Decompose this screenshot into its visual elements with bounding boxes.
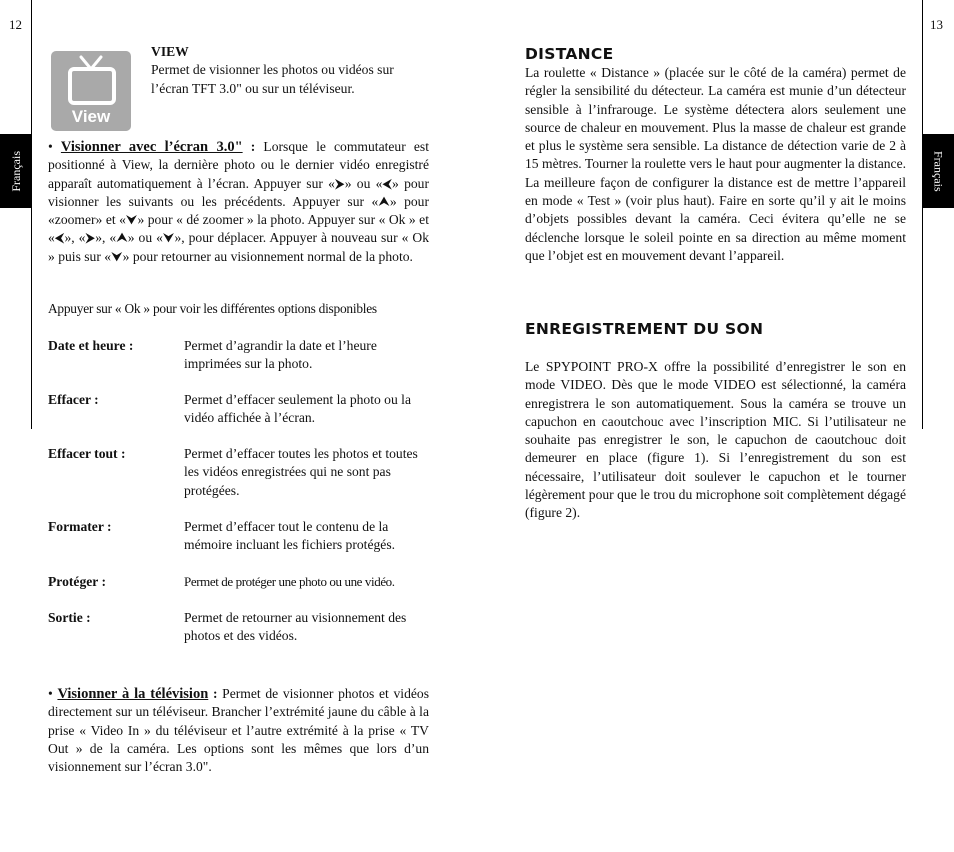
left-margin-line — [31, 0, 32, 429]
option-term: Sortie : — [48, 610, 91, 625]
language-tab-right — [923, 134, 954, 208]
tv-view-icon-label: View — [71, 107, 111, 126]
distance-heading: DISTANCE — [525, 45, 614, 63]
bullet-screen-text: Lorsque le commutateur est positionné à View, la dernière photo ou le dernier vidéo enregistré apparaît automatiquement à l’écran. Appuyer sur «⮞» ou «⮜» pour visionner les suivants ou les précédents. Appuyer sur «⮝» pour «zoomer» et «⮟» pour « dé zoomer » la photo. Appuyer sur « Ok » et «⮜», «⮞», «⮝» ou «⮟», pour déplacer. Appuyer à nouveau sur « Ok » puis sur «⮟» pour retourner au visionnement normal de la photo. — [48, 139, 429, 264]
bullet-screen-title: Visionner avec l’écran 3.0" — [60, 139, 243, 155]
language-tab-left — [0, 134, 31, 208]
language-tab-right-label: Français — [931, 150, 946, 192]
distance-paragraph: La roulette « Distance » (placée sur le côté de la caméra) permet de régler la sensibilité du détecteur. La caméra est munie d’un détecteur sensible à l’infrarouge. Le système détectera alors seulement une source de chaleur en mouvement. Plus la masse de chaleur est grande et plus le système sera sensible. La distance de détection varie de 2 à 15 mètres. Tourner la roulette vers le haut pour augmenter la distance. La meilleure façon de configurer la distance est de mettre l’appareil en mode « Test » (voir plus haut). Faire en sorte qu’il y ait le moins d’objets possibles devant la caméra. Ceci évitera qu’elle ne se déclenche lorsque le soleil pointe en sa direction au même moment que l’objet est en mouvement devant l’appareil. — [525, 65, 906, 263]
tv-view-icon — [51, 51, 131, 131]
tv-screen-shape — [68, 67, 116, 105]
option-desc: Permet d’effacer tout le contenu de la mémoire incluant les fichiers protégés. — [184, 519, 396, 553]
view-heading: VIEW — [151, 44, 189, 59]
option-term: Protéger : — [48, 574, 106, 589]
option-desc: Permet d’effacer seulement la photo ou la vidéo affichée à l’écran. — [184, 392, 411, 426]
bullet-mark: • — [48, 139, 53, 154]
bullet-tv-title: Visionner à la télévision — [57, 686, 209, 702]
bullet-tv-paragraph — [48, 685, 429, 776]
view-description: Permet de visionner les photos ou vidéos sur l’écran TFT 3.0" ou sur un téléviseur. — [151, 62, 394, 96]
options-intro: Appuyer sur « Ok » pour voir les différentes options disponibles — [48, 301, 377, 316]
bullet-tv-text: Permet de visionner photos et vidéos directement sur un téléviseur. Brancher l’extrémité jaune du câble à la prise « Video In » du téléviseur et l’autre extrémité à la prise « TV Out » de la caméra. Les options sont les mêmes que lors d’un visionnement sur l’écran 3.0". — [48, 686, 429, 775]
option-term: Formater : — [48, 519, 112, 534]
option-term: Effacer : — [48, 392, 99, 407]
bullet-tv-colon: : — [208, 686, 218, 701]
bullet-mark: • — [48, 686, 53, 701]
sound-heading: ENREGISTREMENT DU SON — [525, 320, 764, 338]
bullet-screen-paragraph — [48, 138, 429, 266]
option-desc: Permet de protéger une photo ou une vidéo. — [184, 574, 395, 589]
view-section — [151, 43, 429, 98]
option-term: Effacer tout : — [48, 446, 126, 461]
right-margin-line — [922, 0, 923, 429]
bullet-screen-colon: : — [242, 139, 256, 154]
language-tab-left-label: Français — [8, 150, 23, 192]
sound-paragraph: Le SPYPOINT PRO-X offre la possibilité d’enregistrer le son en mode VIDEO. Dès que le mode VIDEO est sélectionné, la caméra enregistrera le son automatiquement. Sous la caméra se trouve un capuchon en caoutchouc avec l’inscription MIC. Si l’utilisateur ne souhaite pas enregistrer le son, le capuchon de caoutchouc doit demeurer en place (figure 1). Si l’enregistrement du son est nécessaire, l’utilisateur doit soulever le capuchon et le tourner légèrement pour que le trou du microphone soit complètement dégagé (figure 2). — [525, 359, 906, 521]
option-term: Date et heure : — [48, 338, 134, 353]
option-desc: Permet de retourner au visionnement des photos et des vidéos. — [184, 610, 407, 644]
option-desc: Permet d’agrandir la date et l’heure imprimées sur la photo. — [184, 338, 377, 372]
page-number-right: 13 — [930, 17, 943, 32]
option-desc: Permet d’effacer toutes les photos et toutes les vidéos enregistrées qui ne sont pas protégées. — [184, 446, 418, 498]
page-number-left: 12 — [9, 17, 22, 32]
